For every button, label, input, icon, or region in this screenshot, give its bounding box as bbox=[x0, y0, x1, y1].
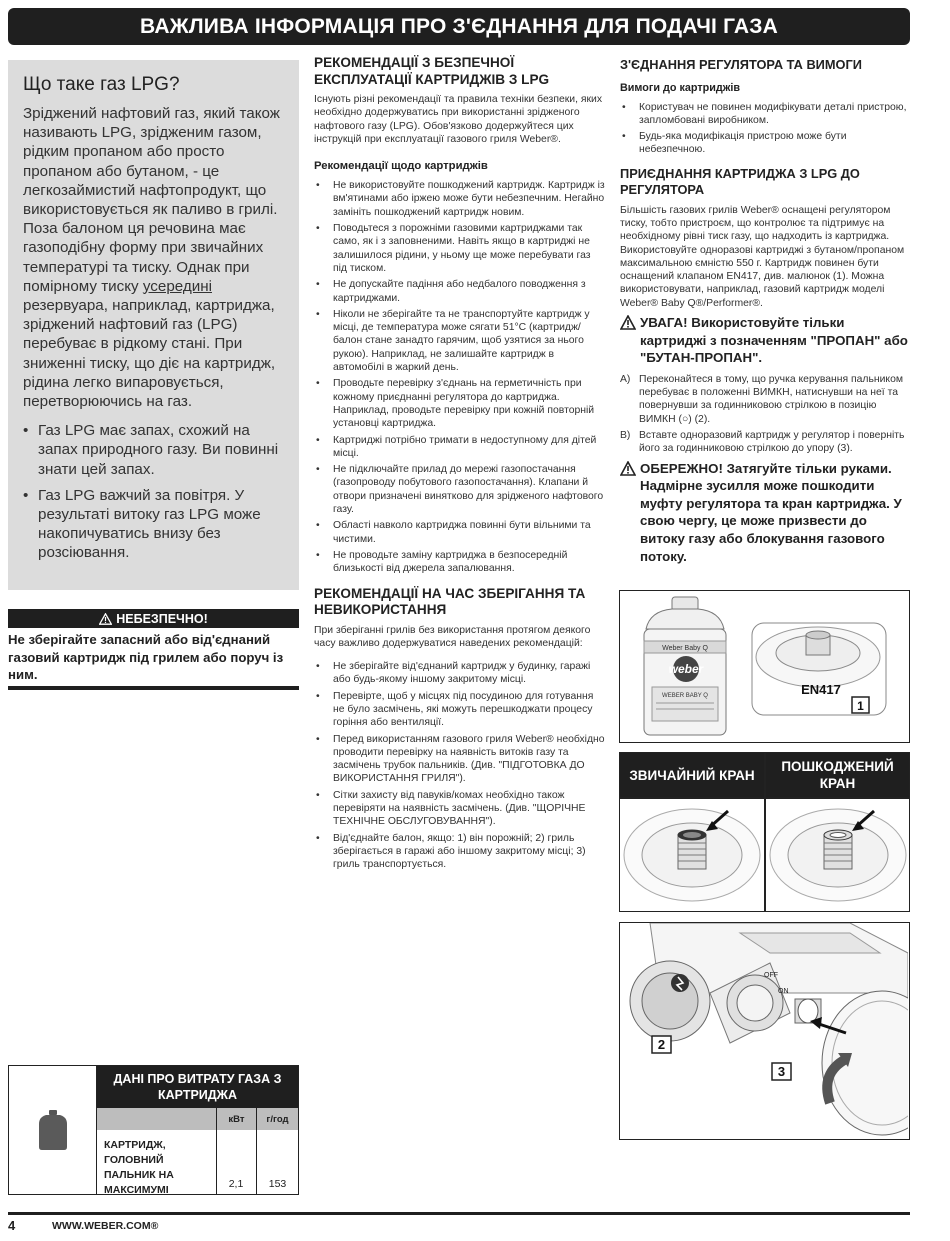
lpg-bullet: • Газ LPG важчий за повітря. У результаті витоку газ LPG може накопичуватись внизу без розсіювання. bbox=[23, 486, 285, 563]
knob-off-label: OFF bbox=[764, 972, 778, 979]
cartridge-icon-cell bbox=[9, 1066, 97, 1194]
list-item: • Сітки захисту від павуків/комах необхідно також перевіряти на наявність засмічень. (Див. "ЩОРІЧНЕ ТЕХНІЧНЕ ОБСЛУГОВУВАННЯ"). bbox=[314, 789, 606, 829]
list-item: • Не зберігайте від'єднаний картридж у будинку, гаражі або будь-якому іншому закритому місці. bbox=[314, 660, 606, 687]
warning-icon bbox=[620, 461, 636, 476]
lpg-info-box bbox=[8, 60, 299, 590]
step-key: A) bbox=[620, 373, 631, 385]
warning-text: УВАГА! Використовуйте тільки картриджі з позначенням "ПРОПАН" або "БУТАН-ПРОПАН". bbox=[640, 315, 908, 366]
table-units-row bbox=[97, 1108, 298, 1130]
lpg-bullets bbox=[23, 421, 285, 562]
safety-intro: Існують різні рекомендації та правила техніки безпеки, яких необхідно додержуватись при використанні зрідженого нафтового газу (LPG). Обов'язково додержуйтеся цих інструкцій при експлуатації газового гриля Weber®. bbox=[314, 94, 603, 145]
requirements-bullets bbox=[620, 101, 910, 157]
list-item: • Від'єднайте балон, якщо: 1) він порожній; 2) гриль зберігається в гаражі або іншому закритому місці; 3) гриль транспортується. bbox=[314, 832, 606, 872]
list-item: • Проводьте перевірку з'єднань на герметичність при кожному приєднанні регулятора до картриджа. Наприклад, проводьте перевірку при кожній повторній установці картриджа. bbox=[314, 377, 606, 430]
cartridge-icon bbox=[38, 1109, 68, 1151]
lpg-desc-underlined: усередині bbox=[142, 277, 212, 295]
regulator-illustration bbox=[620, 923, 908, 1138]
cartridge-band-text: Weber Baby Q bbox=[662, 645, 708, 652]
cartridge-illustration bbox=[620, 591, 908, 741]
step-text: Вставте одноразовий картридж у регулятор і поверніть його за годинниковою стрілкою до упору (3). bbox=[639, 430, 905, 455]
website-link[interactable]: WWW.WEBER.COM® bbox=[52, 1220, 159, 1232]
valve-label: EN417 bbox=[801, 682, 841, 697]
figure-number: 2 bbox=[657, 1037, 666, 1052]
figure-number: 3 bbox=[777, 1064, 786, 1079]
list-item: • Не допускайте падіння або недбалого поводження з картриджами. bbox=[314, 278, 606, 305]
damaged-valve-illustration bbox=[766, 799, 909, 909]
footer-divider bbox=[8, 1212, 910, 1215]
page-header bbox=[8, 8, 910, 45]
caution-text: ОБЕРЕЖНО! Затягуйте тільки руками. Надмірне зусилля може пошкодити муфту регулятора та кран картриджа. У свою чергу, це може призвести до витоку газу або блокування газового потоку. bbox=[640, 460, 902, 564]
lpg-desc-part1: Зріджений нафтовий газ, який також називають LPG, зрідженим газом, рідким пропаном або просто пропаном або бутаном, - це легкозаймистий нафтопродукт, що використовується як паливо в грилі. Поза балоном ця речовина має газоподібну форму при звичайних температурі та тиску. Однак при помірному тиску bbox=[23, 105, 280, 295]
warning-icon bbox=[620, 315, 636, 330]
attach-steps bbox=[620, 373, 910, 456]
divider bbox=[8, 686, 299, 690]
regulator-title: З'ЄДНАННЯ РЕГУЛЯТОРА ТА ВИМОГИ bbox=[620, 57, 862, 72]
table-gh-value: 153 bbox=[268, 1178, 287, 1190]
normal-valve-label: ЗВИЧАЙНИЙ КРАН bbox=[629, 767, 755, 783]
caution-note bbox=[620, 460, 910, 566]
list-item: • Користувач не повинен модифікувати деталі пристрою, запломбовані виробником. bbox=[620, 101, 910, 128]
storage-bullets bbox=[314, 660, 606, 871]
step-key: B) bbox=[620, 430, 631, 442]
list-item: • Не використовуйте пошкоджений картридж. Картридж із вм'ятинами або іржею може бути небезпечним. Негайно замініть пошкоджений картридж новим. bbox=[314, 179, 606, 219]
list-item: • Не проводьте заміну картриджа в безпосередній близькості від джерела запалювання. bbox=[314, 549, 606, 576]
gas-consumption-table bbox=[8, 1065, 299, 1195]
danger-text: Не зберігайте запасний або від'єднаний газовий картридж під грилем або поруч із ним. bbox=[8, 632, 284, 682]
list-item bbox=[620, 373, 910, 426]
list-item: • Поводьтеся з порожніми газовими картриджами так само, як і з заповненими. Навіть якщо в картриджі не залишилося рідини, у ньому ще може перебувати газ під тиском. bbox=[314, 222, 606, 275]
right-column bbox=[620, 57, 910, 565]
attach-text: Більшість газових грилів Weber® оснащені регулятором тиску, тобто пристроєм, що контролює та підтримує на необхідному рівні тиск газу, що надходить із картриджа. Використовуйте одноразові картриджі з бутаном/пропаном максимальною ємністю 550 г. Картридж повинен бути оснащений клапаном EN417, див. малюнок (1). Можна використовувати, наприклад, газовий картридж моделі Weber® Baby Q®/Performer®. bbox=[620, 204, 905, 309]
table-title: ДАНІ ПРО ВИТРАТУ ГАЗА З КАРТРИДЖА bbox=[97, 1066, 298, 1108]
figure-valves bbox=[619, 752, 910, 912]
knob-on-label: ON bbox=[778, 988, 789, 995]
danger-banner bbox=[8, 609, 299, 628]
page-title: ВАЖЛИВА ІНФОРМАЦІЯ ПРО З'ЄДНАННЯ ДЛЯ ПОДАЧІ ГАЗА bbox=[140, 14, 778, 38]
list-item bbox=[620, 429, 910, 456]
page-number: 4 bbox=[8, 1218, 16, 1233]
cartridge-bullets bbox=[314, 179, 606, 575]
list-item: • Будь-яка модифікація пристрою може бути небезпечною. bbox=[620, 130, 910, 157]
lpg-title: Що таке газ LPG? bbox=[23, 74, 180, 95]
table-kw-value: 2,1 bbox=[228, 1178, 244, 1190]
warning-icon bbox=[99, 613, 112, 625]
storage-intro: При зберіганні грилів без використання протягом деякого часу важливо додержуватися наведених рекомендацій: bbox=[314, 624, 591, 649]
list-item: • Картриджі потрібно тримати в недоступному для дітей місці. bbox=[314, 434, 606, 461]
cartridge-brand: weber bbox=[668, 662, 704, 676]
cartridge-subtitle: Рекомендації щодо картриджів bbox=[314, 160, 488, 173]
table-row-label: КАРТРИДЖ, ГОЛОВНИЙ ПАЛЬНИК НА МАКСИМУМІ bbox=[104, 1139, 174, 1196]
cartridge-sticker: WEBER BABY Q bbox=[662, 693, 708, 699]
unit-kw: кВт bbox=[216, 1108, 256, 1130]
lpg-bullet: • Газ LPG має запах, схожий на запах природного газу. Ви повинні знати цей запах. bbox=[23, 421, 285, 479]
middle-column bbox=[314, 55, 606, 875]
safety-title: РЕКОМЕНДАЦІЇ З БЕЗПЕЧНОЇ ЕКСПЛУАТАЦІЇ КАРТРИДЖІВ З LPG bbox=[314, 55, 550, 87]
figure-regulator bbox=[619, 922, 910, 1140]
figure-cartridge bbox=[619, 590, 910, 743]
list-item: • Ніколи не зберігайте та не транспортуйте картридж у місці, де температура може сягати 51°C (картридж/балон стане занадто гарячим, щоб узятися за нього рукою). Наприклад, не залишайте картридж в автомобілі в жаркий день. bbox=[314, 308, 606, 374]
storage-title: РЕКОМЕНДАЦІЇ НА ЧАС ЗБЕРІГАННЯ ТА НЕВИКОРИСТАННЯ bbox=[314, 585, 586, 617]
list-item: • Не підключайте прилад до мережі газопостачання (газопроводу побутового газопостачання). Клапани й отвори призначені винятково для зрідженого нафтового газу. bbox=[314, 463, 606, 516]
figure-number: 1 bbox=[857, 699, 864, 713]
damaged-valve-header bbox=[766, 753, 909, 797]
lpg-description bbox=[23, 104, 285, 411]
unit-gh: г/год bbox=[256, 1108, 298, 1130]
list-item: • Перевірте, щоб у місцях під посудиною для готування не було засмічень, які можуть перешкоджати процесу горіння або вентиляції. bbox=[314, 690, 606, 730]
normal-valve-illustration bbox=[620, 799, 764, 909]
warning-note bbox=[620, 314, 910, 367]
step-text: Переконайтеся в тому, що ручка керування пальником перебуває в положенні ВИМКН, натиснувши на неї та повернувши за годинниковою стрілкою в позицію ВИМКН (○) (2). bbox=[639, 373, 904, 425]
list-item: • Перед використанням газового гриля Weber® необхідно проводити перевірку на наявність витоків газу та засмічень трубок пальників. (Див. "ПІДГОТОВКА ДО ВИКОРИСТАННЯ ГРИЛЯ"). bbox=[314, 733, 606, 786]
lpg-desc-part2: резервуара, наприклад, картриджа, зріджений нафтовий газ (LPG) перебуває в рідкому стані. При зниженні тиску, що діє на картридж, рідина легко випаровується, перетворюючись на газ. bbox=[23, 297, 276, 411]
attach-title: ПРИЄДНАННЯ КАРТРИДЖА З LPG ДО РЕГУЛЯТОРА bbox=[620, 165, 860, 198]
danger-label: НЕБЕЗПЕЧНО! bbox=[116, 611, 208, 626]
requirements-subtitle: Вимоги до картриджів bbox=[620, 81, 740, 94]
normal-valve-header bbox=[620, 753, 764, 797]
list-item: • Області навколо картриджа повинні бути вільними та чистими. bbox=[314, 519, 606, 546]
damaged-valve-label: ПОШКОДЖЕНИЙ КРАН bbox=[781, 759, 894, 791]
